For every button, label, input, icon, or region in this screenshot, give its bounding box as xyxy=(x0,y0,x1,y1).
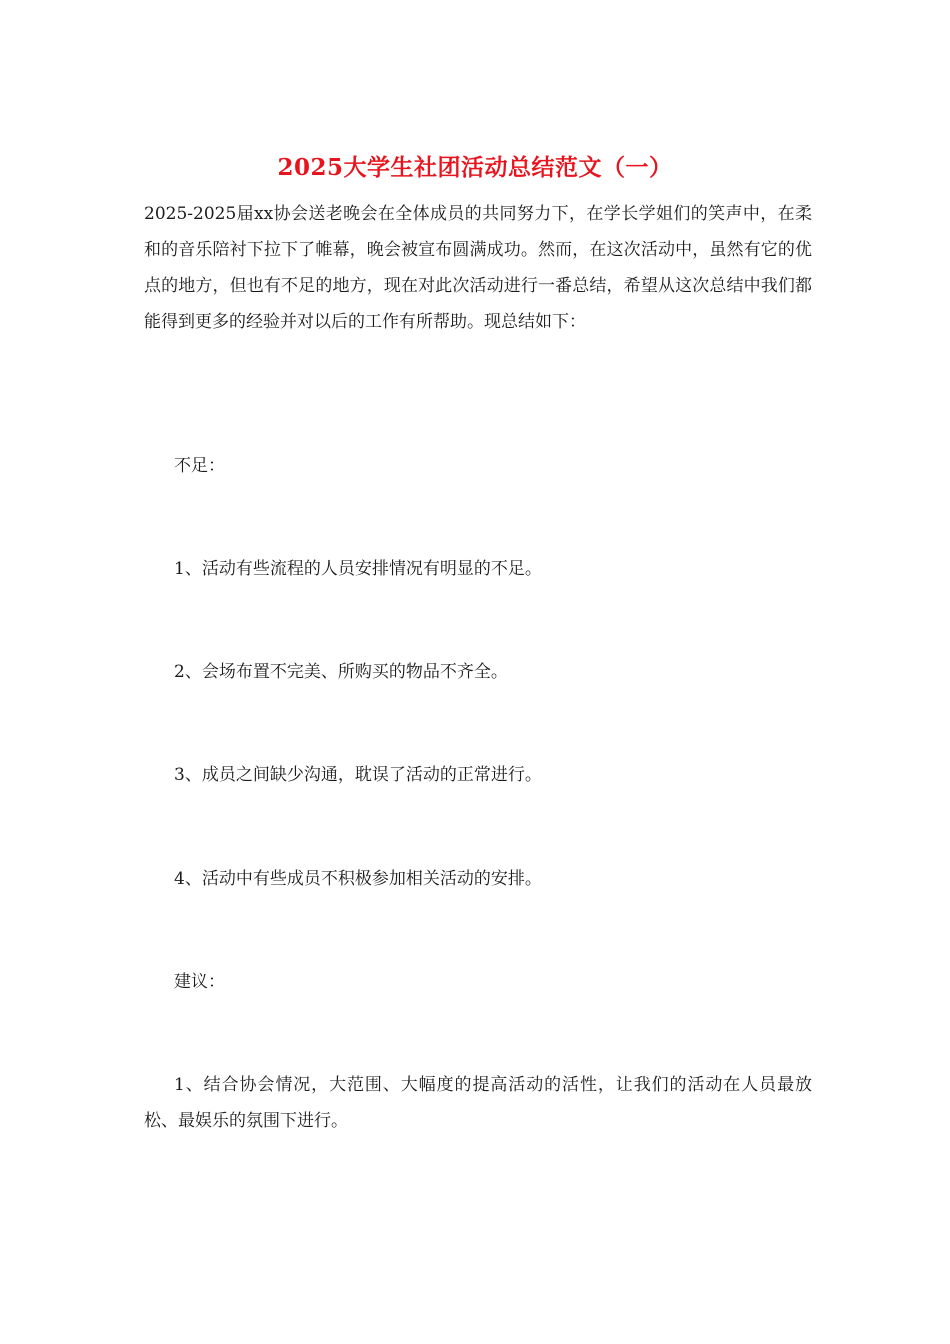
shortcoming-item-1: 1、活动有些流程的人员安排情况有明显的不足。 xyxy=(174,559,542,579)
shortcoming-item-4: 4、活动中有些成员不积极参加相关活动的安排。 xyxy=(174,869,542,889)
shortcoming-item-2: 2、会场布置不完美、所购买的物品不齐全。 xyxy=(174,662,508,682)
suggestion-item-1: 1、结合协会情况，大范围、大幅度的提高活动的活性，让我们的活动在人员最放松、最娱乐的氛围下进行。 xyxy=(144,1075,812,1131)
shortcomings-heading: 不足： xyxy=(174,456,225,476)
shortcoming-item-3: 3、成员之间缺少沟通，耽误了活动的正常进行。 xyxy=(174,765,542,785)
suggestions-heading: 建议： xyxy=(174,972,225,992)
intro-paragraph: 2025-2025届xx协会送老晚会在全体成员的共同努力下，在学长学姐们的笑声中，在柔和的音乐陪衬下拉下了帷幕，晚会被宣布圆满成功。然而，在这次活动中，虽然有它的优点的地方，但也有不足的地方，现在对此次活动进行一番总结，希望从这次总结中我们都能得到更多的经验并对以后的工作有所帮助。现总结如下： xyxy=(144,204,812,332)
document-title: 2025大学生社团活动总结范文（一） xyxy=(277,154,673,181)
